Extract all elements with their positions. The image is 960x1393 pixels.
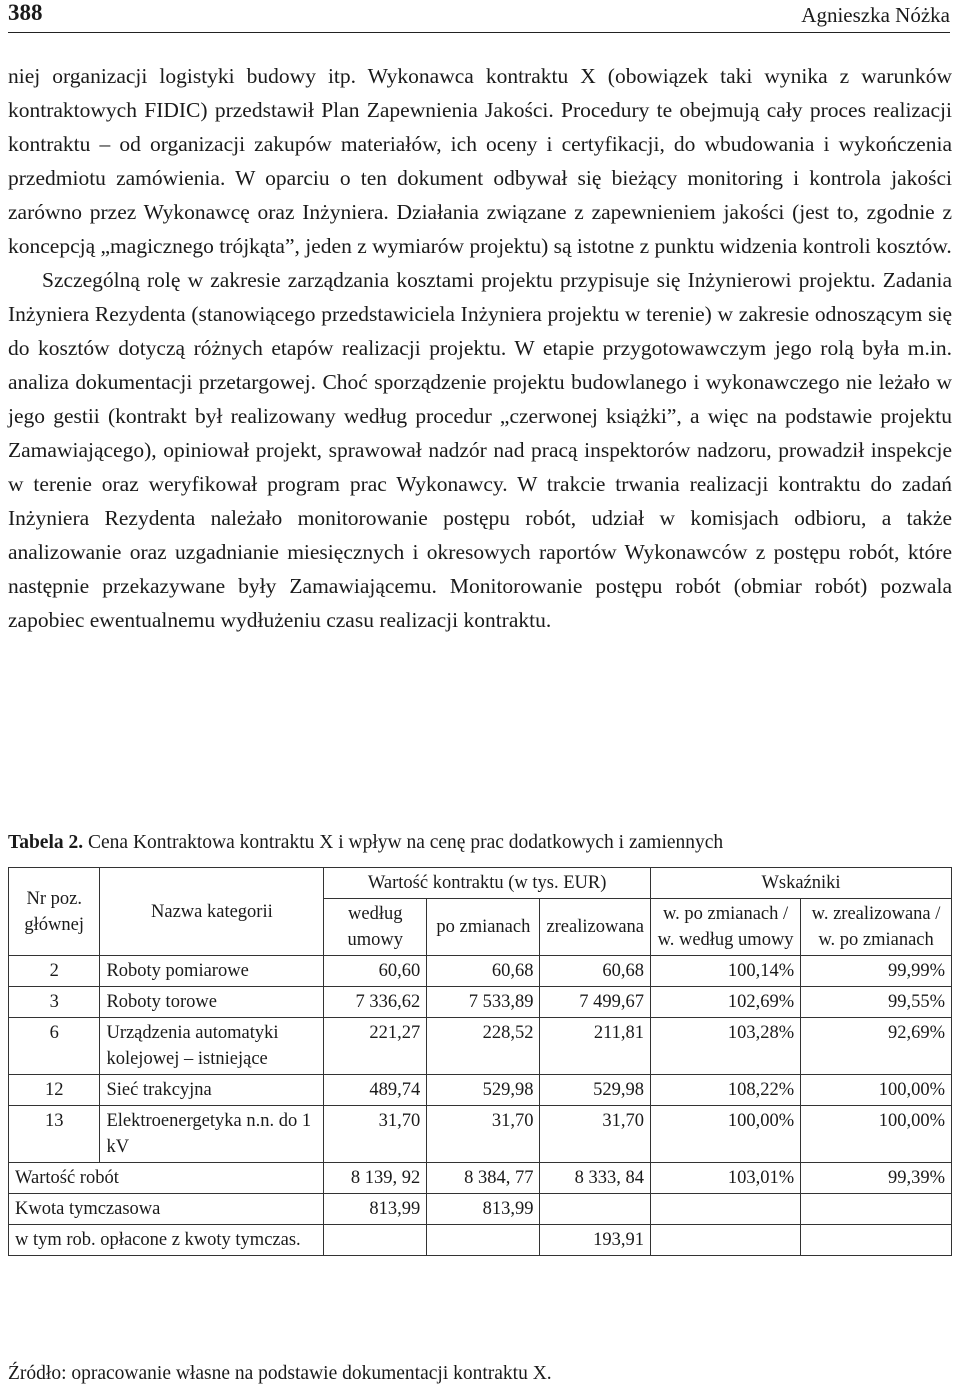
cell-by-contract: 813,99 bbox=[324, 1194, 427, 1225]
running-header bbox=[8, 0, 950, 33]
cell-realized: 31,70 bbox=[540, 1106, 651, 1163]
cell-index-1: 103,28% bbox=[651, 1018, 801, 1075]
cell-by-contract: 489,74 bbox=[324, 1075, 427, 1106]
summary-label: Kwota tymczasowa bbox=[9, 1194, 324, 1225]
cell-after-changes: 813,99 bbox=[427, 1194, 540, 1225]
cell-nr: 13 bbox=[9, 1106, 100, 1163]
cell-name: Urządzenia automatyki kolejowej – istniejące bbox=[100, 1018, 324, 1075]
cell-index-2: 99,39% bbox=[801, 1163, 952, 1194]
cell-index-2: 100,00% bbox=[801, 1075, 952, 1106]
summary-row bbox=[9, 1163, 952, 1194]
cell-realized: 7 499,67 bbox=[540, 987, 651, 1018]
col-group-index: Wskaźniki bbox=[651, 868, 952, 899]
col-header-index-1: w. po zmianach / w. według umowy bbox=[651, 899, 801, 956]
cell-realized bbox=[540, 1194, 651, 1225]
paragraph: niej organizacji logistyki budowy itp. Wykonawca kontraktu X (obowiązek taki wynika z warunków kontraktowych FIDIC) przedstawił Plan Zapewnienia Jakości. Procedury te obejmują cały proces realizacji kontraktu – od organizacji zakupów materiałów, ich oceny i certyfikacji, do wbudowania i wykończenia przedmiotu zamówienia. W oparciu o ten dokument odbywał się bieżący monitoring i kontrola jakości zarówno przez Wykonawcę oraz Inżyniera. Działania związane z zapewnieniem jakości (jest to, zgodnie z koncepcją „magicznego trójkąta”, jeden z wymiarów projektu) są istotne z punktu widzenia kontroli kosztów. bbox=[8, 64, 952, 258]
table-caption bbox=[8, 830, 952, 856]
table-row bbox=[9, 1106, 952, 1163]
table-source: Źródło: opracowanie własne na podstawie dokumentacji kontraktu X. bbox=[8, 1363, 552, 1384]
cell-index-2 bbox=[801, 1225, 952, 1256]
cell-after-changes: 60,68 bbox=[427, 956, 540, 987]
cell-index-2: 99,99% bbox=[801, 956, 952, 987]
header-row bbox=[9, 868, 952, 899]
paragraph: Szczególną rolę w zakresie zarządzania kosztami projektu przypisuje się Inżynierowi projektu. Zadania Inżyniera Rezydenta (stanowiącego przedstawiciela Inżyniera projektu w terenie) w zakresie odnoszącym się do kosztów dotyczą różnych etapów realizacji projektu. W etapie przygotowawczym jego rolą była m.in. analiza dokumentacji przetargowej. Choć sporządzenie projektu budowlanego i wykonawczego nie leżało w jego gestii (kontrakt był realizowany według procedur „czerwonej książki”, a więc na podstawie projektu Zamawiającego), opiniował projekt, sprawował nadzór nad pracą inspektorów nadzoru, prowadził inspekcje w terenie oraz weryfikował program prac Wykonawcy. W trakcie trwania realizacji kontraktu do zadań Inżyniera Rezydenta należało monitorowanie postępu robót, udział w komisjach odbioru, a także analizowanie oraz uzgadnianie miesięcznych i okresowych raportów Wykonawców z postępu robót, które następnie przekazywane były Zamawiającemu. Monitorowanie postępu robót (obmiar robót) pozwala zapobiec ewentualnemu wydłużeniu czasu realizacji kontraktu. bbox=[8, 268, 952, 632]
body-text bbox=[8, 59, 952, 637]
table-row bbox=[9, 1018, 952, 1075]
summary-row bbox=[9, 1194, 952, 1225]
cell-index-1: 100,00% bbox=[651, 1106, 801, 1163]
page-number: 388 bbox=[8, 0, 43, 25]
table-caption-text: Cena Kontraktowa kontraktu X i wpływ na cenę prac dodatkowych i zamiennych bbox=[83, 832, 724, 853]
cell-after-changes: 31,70 bbox=[427, 1106, 540, 1163]
table-caption-label: Tabela 2. bbox=[8, 832, 84, 853]
summary-row bbox=[9, 1225, 952, 1256]
col-header-after-changes: po zmianach bbox=[427, 899, 540, 956]
col-header-index-2: w. zrealizowana / w. po zmianach bbox=[801, 899, 952, 956]
cell-nr: 2 bbox=[9, 956, 100, 987]
cell-index-2: 100,00% bbox=[801, 1106, 952, 1163]
summary-label: w tym rob. opłacone z kwoty tymczas. bbox=[9, 1225, 324, 1256]
cell-realized: 193,91 bbox=[540, 1225, 651, 1256]
table-row bbox=[9, 1075, 952, 1106]
summary-label: Wartość robót bbox=[9, 1163, 324, 1194]
cell-realized: 211,81 bbox=[540, 1018, 651, 1075]
col-header-name: Nazwa kategorii bbox=[100, 868, 324, 956]
cell-index-2: 92,69% bbox=[801, 1018, 952, 1075]
cell-name: Elektroenergetyka n.n. do 1 kV bbox=[100, 1106, 324, 1163]
cell-by-contract: 8 139, 92 bbox=[324, 1163, 427, 1194]
cell-index-1: 102,69% bbox=[651, 987, 801, 1018]
cell-index-1: 103,01% bbox=[651, 1163, 801, 1194]
col-header-realized: zrealizowana bbox=[540, 899, 651, 956]
cell-index-1 bbox=[651, 1194, 801, 1225]
cell-by-contract: 31,70 bbox=[324, 1106, 427, 1163]
cell-after-changes: 228,52 bbox=[427, 1018, 540, 1075]
cell-realized: 529,98 bbox=[540, 1075, 651, 1106]
cell-by-contract bbox=[324, 1225, 427, 1256]
cell-index-2: 99,55% bbox=[801, 987, 952, 1018]
cell-after-changes: 529,98 bbox=[427, 1075, 540, 1106]
cell-name: Roboty torowe bbox=[100, 987, 324, 1018]
contract-table bbox=[8, 867, 952, 1256]
cell-index-1: 100,14% bbox=[651, 956, 801, 987]
cell-by-contract: 7 336,62 bbox=[324, 987, 427, 1018]
cell-nr: 12 bbox=[9, 1075, 100, 1106]
col-group-value: Wartość kontraktu (w tys. EUR) bbox=[324, 868, 651, 899]
cell-after-changes: 7 533,89 bbox=[427, 987, 540, 1018]
cell-realized: 60,68 bbox=[540, 956, 651, 987]
col-header-by-contract: według umowy bbox=[324, 899, 427, 956]
table-row bbox=[9, 956, 952, 987]
cell-nr: 3 bbox=[9, 987, 100, 1018]
cell-name: Roboty pomiarowe bbox=[100, 956, 324, 987]
cell-by-contract: 60,60 bbox=[324, 956, 427, 987]
running-author: Agnieszka Nóżka bbox=[801, 3, 950, 27]
table-row bbox=[9, 987, 952, 1018]
cell-after-changes: 8 384, 77 bbox=[427, 1163, 540, 1194]
cell-index-1: 108,22% bbox=[651, 1075, 801, 1106]
cell-by-contract: 221,27 bbox=[324, 1018, 427, 1075]
cell-index-2 bbox=[801, 1194, 952, 1225]
cell-after-changes bbox=[427, 1225, 540, 1256]
cell-name: Sieć trakcyjna bbox=[100, 1075, 324, 1106]
cell-realized: 8 333, 84 bbox=[540, 1163, 651, 1194]
cell-nr: 6 bbox=[9, 1018, 100, 1075]
col-header-nr: Nr poz. głównej bbox=[9, 868, 100, 956]
cell-index-1 bbox=[651, 1225, 801, 1256]
